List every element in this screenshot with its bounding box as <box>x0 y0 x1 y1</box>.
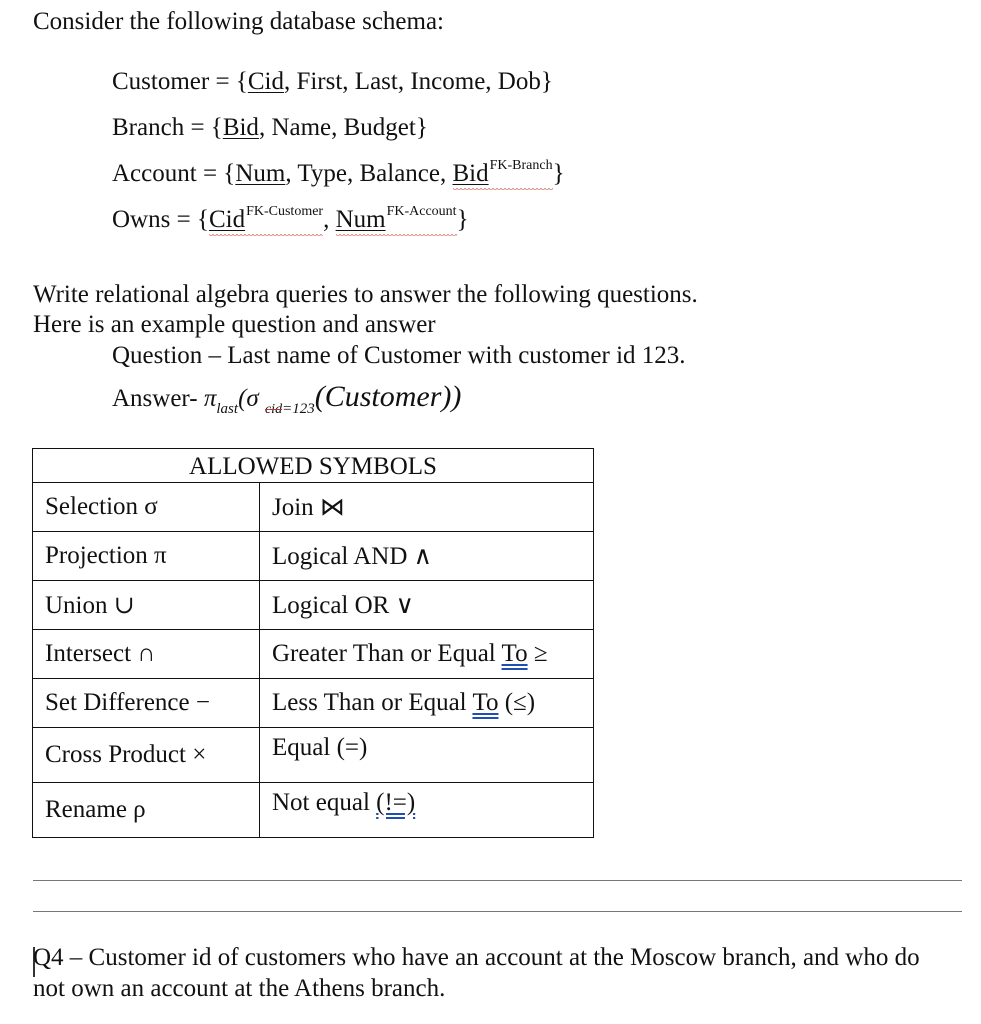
example-answer <box>112 380 461 418</box>
attributes: , First, Last, Income, Dob} <box>283 68 553 95</box>
symbol-cell: Cross Product × <box>33 728 260 783</box>
spellcheck-squiggle <box>209 234 323 238</box>
instructions-line1: Write relational algebra queries to answer the following questions. <box>33 281 698 308</box>
symbol-cell <box>260 679 594 728</box>
primary-key: Num <box>235 160 286 187</box>
table-name: Owns <box>112 206 171 233</box>
cell-text: Not equal <box>272 789 377 816</box>
example-question: Question – Last name of Customer with customer id 123. <box>112 342 686 369</box>
foreign-key <box>453 158 553 188</box>
attributes: , Type, Balance, <box>285 160 453 187</box>
table-row <box>33 679 594 728</box>
fk-attribute: Num <box>335 206 386 233</box>
symbol-cell: Projection π <box>33 532 260 581</box>
symbol-cell: Rename ρ <box>33 783 260 838</box>
table-row <box>33 728 594 783</box>
intro-text: Consider the following database schema: <box>33 8 444 35</box>
foreign-key-1 <box>209 204 323 234</box>
fk-attribute: Cid <box>208 206 246 233</box>
sigma-subscript-struck: cid <box>264 402 283 417</box>
cell-text-marked: (!=) <box>376 789 416 816</box>
table-name: Account <box>112 160 197 187</box>
equals: = { <box>202 160 236 187</box>
schema-customer <box>112 68 553 96</box>
symbol-cell: Union ∪ <box>33 581 260 630</box>
symbol-cell: Logical AND ∧ <box>260 532 594 581</box>
cell-text: Less Than or Equal <box>272 689 473 716</box>
table-header-row <box>33 449 594 483</box>
pi-subscript: last <box>216 401 239 417</box>
table-row <box>33 581 594 630</box>
symbol-cell: Selection σ <box>33 483 260 532</box>
cell-text-marked: To <box>472 689 499 716</box>
spellcheck-squiggle <box>453 188 553 192</box>
equals: = { <box>190 114 223 141</box>
symbol-cell: Set Difference − <box>33 679 260 728</box>
spellcheck-squiggle <box>336 234 457 238</box>
close-brace: } <box>456 206 469 233</box>
symbol-cell: Logical OR ∨ <box>260 581 594 630</box>
table-row <box>33 483 594 532</box>
table-name: Branch <box>112 114 185 141</box>
equals: = { <box>215 68 248 95</box>
cell-text-marked: To <box>501 640 528 667</box>
attributes: , Name, Budget} <box>258 114 428 141</box>
schema-owns <box>112 204 469 234</box>
q4-line1: Q4 – Customer id of customers who have an account at the Moscow branch, and who do <box>33 944 920 971</box>
fk-attribute: Bid <box>452 160 489 187</box>
fk-reference: FK-Account <box>386 204 457 219</box>
answer-line[interactable] <box>33 880 962 881</box>
symbol-cell: Join ⋈ <box>260 483 594 532</box>
fk-reference: FK-Customer <box>246 204 324 219</box>
primary-key: Cid <box>247 68 284 95</box>
pi-symbol: π <box>203 385 217 412</box>
instructions-line2: Here is an example question and answer <box>33 311 436 338</box>
table-row <box>33 630 594 679</box>
table-header: ALLOWED SYMBOLS <box>33 449 594 483</box>
equals: = { <box>176 206 209 233</box>
symbol-cell: Intersect ∩ <box>33 630 260 679</box>
table-row <box>33 783 594 838</box>
symbol-cell <box>260 783 594 838</box>
foreign-key-2 <box>336 204 457 234</box>
fk-reference: FK-Branch <box>489 158 553 173</box>
schema-account <box>112 158 565 188</box>
close-brace: } <box>552 160 565 187</box>
answer-line[interactable] <box>33 911 962 912</box>
schema-branch <box>112 114 428 142</box>
cell-text: Greater Than or Equal <box>272 640 502 667</box>
answer-tail: (Customer)) <box>314 380 462 413</box>
cell-symbol: (≤) <box>498 689 536 716</box>
table-row <box>33 532 594 581</box>
sigma-open: (σ <box>238 385 265 412</box>
sigma-subscript: =123 <box>282 401 315 417</box>
q4-line2: not own an account at the Athens branch. <box>33 975 446 1002</box>
primary-key: Bid <box>222 114 259 141</box>
allowed-symbols-table <box>32 448 594 838</box>
separator: , <box>323 206 336 233</box>
cell-symbol: ≥ <box>527 640 548 667</box>
symbol-cell <box>260 630 594 679</box>
symbol-cell: Equal (=) <box>260 728 594 783</box>
table-name: Customer <box>112 68 210 95</box>
answer-prefix: Answer- <box>112 385 204 412</box>
